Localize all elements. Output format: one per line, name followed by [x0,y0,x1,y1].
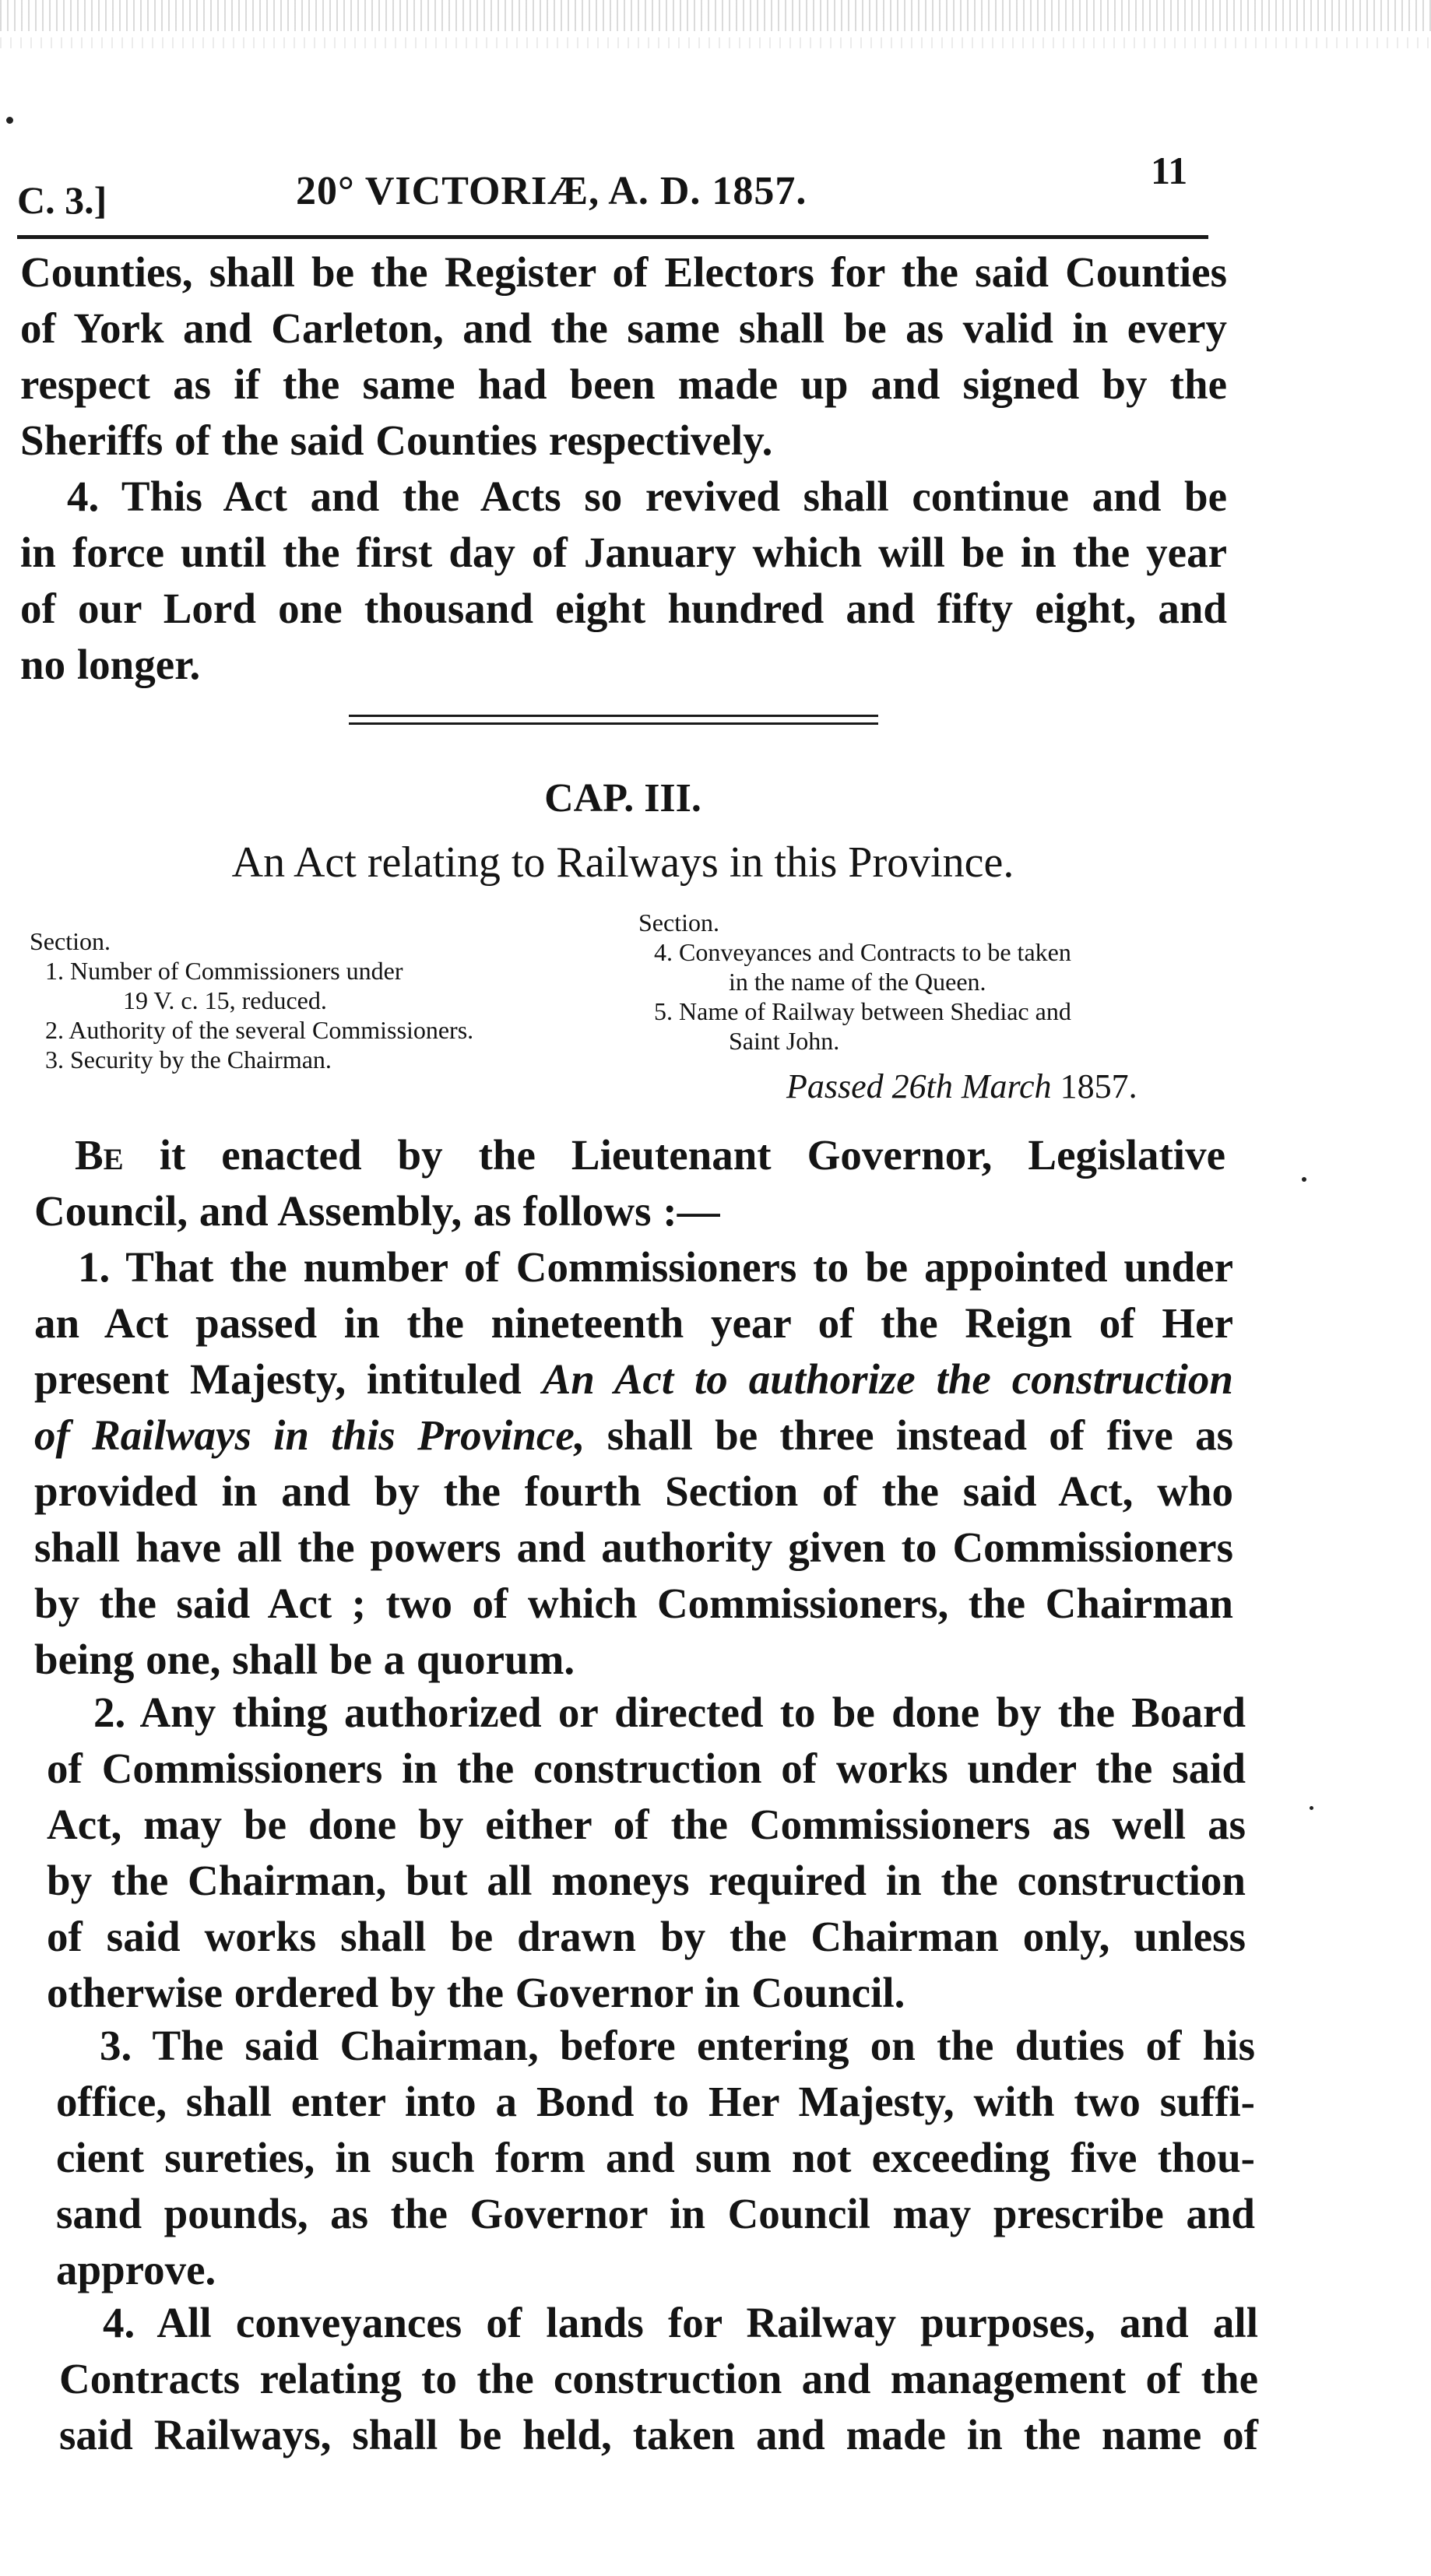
text-line [34,1351,1233,1407]
toc-item: 19 V. c. 15, reduced. [123,986,327,1014]
toc-item: 1. Number of Commissioners under [45,957,403,985]
text-line: no longer. [20,641,201,688]
passed-date [786,1067,1137,1106]
act-title: An Act relating to Railways in this Province. [231,838,1014,887]
section-4 [59,2295,1258,2463]
running-header [0,137,1431,223]
text-line: approve. [56,2246,216,2293]
section-summary-left [30,926,637,1074]
page-number: 11 [1151,149,1188,192]
section-3 [56,2018,1255,2298]
separator-rule-bottom [349,722,878,725]
passed-year: 1857. [1060,1067,1137,1105]
text-line: respect as if the same had been made up and signed by the [20,360,1227,408]
text-line: Contracts relating to the construction and management of the [59,2355,1258,2402]
scan-speck [1310,1806,1313,1810]
running-title: 20° VICTORIÆ, A. D. 1857. [296,169,807,213]
header-rule-thick [17,235,1208,239]
text-line [34,1407,1233,1464]
section-summary-right [638,908,1246,1056]
text-line: otherwise ordered by the Governor in Council. [47,1969,905,2016]
text-line: shall have all the powers and authority given to Commissioners [34,1523,1233,1571]
text-line: by the said Act ; two of which Commissioners, the Chairman [34,1580,1233,1627]
text-line: being one, shall be a quorum. [34,1636,575,1683]
text-line [34,1127,1225,1183]
chapter-reference: C. 3.] [17,178,107,222]
section-2 [47,1685,1246,2021]
text-line: an Act passed in the nineteenth year of the Reign of Her [34,1299,1233,1347]
text-line: 4. This Act and the Acts so revived shall continue and be [67,473,1227,520]
toc-heading: Section. [638,908,719,937]
text-line: of our Lord one thousand eight hundred and fifty eight, and [20,585,1227,632]
text-line: Council, and Assembly, as follows :— [34,1187,720,1235]
scan-speck [1302,1177,1306,1182]
chapter-title: CAP. III. [544,776,701,821]
toc-heading: Section. [30,927,111,955]
toc-item: 4. Conveyances and Contracts to be taken [654,938,1071,966]
toc-item: 3. Security by the Chairman. [45,1046,332,1074]
text-line: of Commissioners in the construction of works under the said [47,1745,1246,1792]
text-line: office, shall enter into a Bond to Her Majesty, with two suffi- [56,2078,1255,2125]
text-line: of said works shall be drawn by the Chairman only, unless [47,1913,1246,1960]
toc-item: 2. Authority of the several Commissioners. [45,1016,474,1044]
toc-item: 5. Name of Railway between Shediac and [654,997,1071,1025]
act-citation: An Act to authorize the construction [542,1355,1233,1403]
text-line: 1. That the number of Commissioners to be appointed under [78,1243,1233,1291]
continuation-paragraph [20,244,1227,469]
text-line: 3. The said Chairman, before entering on the duties of his [100,2022,1255,2069]
text-line: Counties, shall be the Register of Electors for the said Counties [20,248,1227,296]
act-citation: of Railways in this Province, [34,1411,585,1459]
text-line: 4. All conveyances of lands for Railway purposes, and all [103,2299,1258,2346]
enacting-clause [34,1127,1225,1239]
scan-speck [6,117,13,124]
scan-edge-noise [0,0,1431,31]
drop-word: Be [75,1131,124,1179]
text-line: of York and Carleton, and the same shall be as valid in every [20,304,1227,352]
text-line: cient sureties, in such form and sum not exceeding five thou- [56,2134,1255,2181]
separator-rule-top [349,715,878,717]
text-span: present Majesty, intituled [34,1355,543,1403]
toc-item: in the name of the Queen. [729,968,986,996]
text-span: shall be three instead of five as [585,1411,1233,1459]
text-line: Act, may be done by either of the Commissioners as well as [47,1801,1246,1848]
text-line: Sheriffs of the said Counties respectively. [20,416,773,464]
toc-item: Saint John. [729,1027,840,1055]
section-1 [34,1239,1233,1688]
text-line: 2. Any thing authorized or directed to be done by the Board [93,1689,1246,1736]
text-line: said Railways, shall be held, taken and made in the name of [59,2411,1258,2458]
section-4-paragraph [20,469,1227,693]
text-line: in force until the first day of January which will be in the year [20,529,1227,576]
text-line: provided in and by the fourth Section of the said Act, who [34,1467,1233,1515]
passed-label: Passed 26th March [786,1067,1052,1105]
text-line: sand pounds, as the Governor in Council may prescribe and [56,2190,1255,2237]
scan-edge-noise-2 [0,37,1431,48]
text-span: it enacted by the Lieutenant Governor, Legislative [123,1131,1225,1179]
text-line: by the Chairman, but all moneys required in the construction [47,1857,1246,1904]
